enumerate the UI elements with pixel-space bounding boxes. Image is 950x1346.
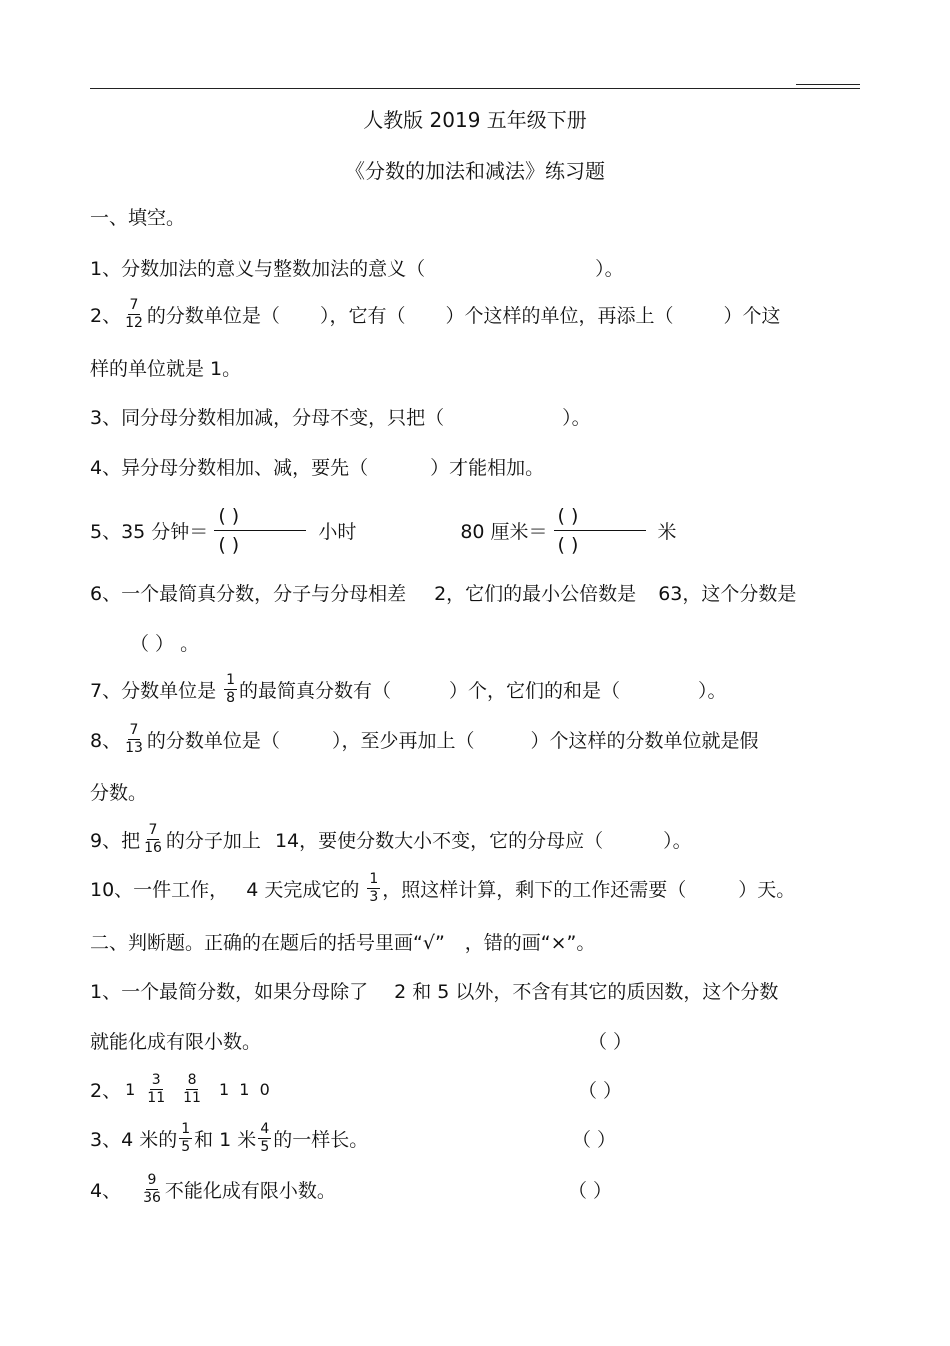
- fraction: $\frac{9}{36}$: [143, 1171, 161, 1206]
- question-1-7: 7、分数单位是 $\frac{1}{8}$ 的最简真分数有（ ）个，它们的和是（ ）。: [90, 671, 727, 706]
- fraction: $\frac{1}{3}$: [369, 870, 379, 905]
- question-1-3: 3、同分母分数相加减，分母不变，只把（ ）。: [90, 406, 591, 429]
- question-1-9: 9、把 $\frac{7}{16}$ 的分子加上 14，要使分数大小不变，它的分母应（ ）。: [90, 821, 692, 856]
- question-2-3: 3、4 米的 $\frac{1}{5}$ 和 1 米 $\frac{4}{5}$ 的一样长。 （ ）: [90, 1120, 617, 1155]
- fraction: $\frac{1}{8}$: [226, 671, 236, 706]
- fraction: $\frac{3}{11}$: [147, 1071, 166, 1106]
- blank-fraction[interactable]: $\frac{( )}{( )}$: [554, 502, 646, 559]
- question-1-1: 1、分数加法的意义与整数加法的意义（ ）。: [90, 257, 624, 280]
- fraction: $\frac{1}{5}$: [181, 1120, 191, 1155]
- judge-paren[interactable]: （ ）: [568, 1179, 613, 1202]
- question-2-1-cont: 就能化成有限小数。 （ ）: [90, 1028, 670, 1052]
- question-2-1: 1、一个最简分数，如果分母除了 2 和 5 以外，不含有其它的质因数，这个分数: [90, 980, 779, 1003]
- judge-paren[interactable]: （ ）: [588, 1030, 633, 1053]
- question-2-4: 4、 $\frac{9}{36}$ 不能化成有限小数。 （ ）: [90, 1171, 613, 1206]
- question-1-10: 10、一件工作， 4 天完成它的 $\frac{1}{3}$ ，照这样计算，剩下的工作还需要（ ）天。: [90, 870, 796, 905]
- fraction: $\frac{7}{12}$: [125, 296, 143, 331]
- question-1-8-cont: 分数。: [90, 781, 148, 804]
- question-1-8: 8、 $\frac{7}{13}$ 的分数单位是（ ），至少再加上（ ）个这样的分数单位就是假: [90, 721, 759, 756]
- fraction: $\frac{7}{13}$: [125, 721, 143, 756]
- question-1-2: 2、 $\frac{7}{12}$ 的分数单位是（ ），它有（ ）个这样的单位，再添上（ ）个这: [90, 296, 781, 331]
- header-short-rule: [796, 84, 860, 85]
- question-1-4: 4、异分母分数相加、减，要先（ ）才能相加。: [90, 456, 545, 479]
- header-rule: [90, 88, 860, 89]
- doc-subtitle: 《分数的加法和减法》练习题: [345, 159, 605, 183]
- question-1-2-cont: 样的单位就是 1。: [90, 357, 242, 380]
- fraction: $\frac{7}{16}$: [144, 821, 162, 856]
- section2-heading: 二、判断题。正确的在题后的括号里画“√” ，错的画“×”。: [90, 931, 596, 954]
- question-1-6: 6、一个最简真分数，分子与分母相差 2，它们的最小公倍数是 63，这个分数是: [90, 582, 797, 605]
- question-1-6-cont[interactable]: （ ） 。: [130, 632, 200, 655]
- fraction: $\frac{8}{11}$: [183, 1071, 201, 1106]
- judge-paren[interactable]: （ ）: [572, 1128, 617, 1151]
- question-1-5: 5、35 分钟＝ $\frac{( )}{( )}$ 小时 80 厘米＝ $\frac{( )}{( )}$ 米: [90, 502, 677, 558]
- judge-paren[interactable]: （ ）: [578, 1079, 623, 1102]
- doc-title: 人教版 2019 五年级下册: [363, 108, 587, 132]
- blank-fraction[interactable]: $\frac{( )}{( )}$: [214, 502, 306, 559]
- question-2-2: 2、 1 $\frac{3}{11}$ $\frac{8}{11}$ 1 1 0 （ ）: [90, 1071, 623, 1106]
- section1-heading: 一、填空。: [90, 206, 186, 229]
- fraction: $\frac{4}{5}$: [260, 1120, 270, 1155]
